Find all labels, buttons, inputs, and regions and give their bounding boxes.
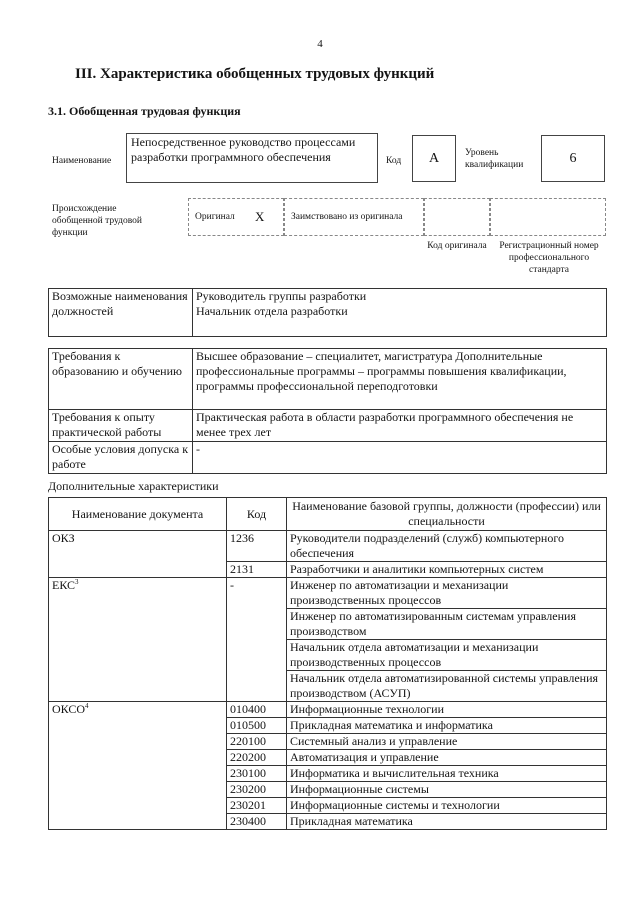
col-header-document: Наименование документа: [49, 498, 227, 531]
origin-label: Происхождение обобщенной трудовой функции: [52, 204, 142, 238]
original-label: Оригинал: [195, 212, 235, 222]
name-cell: Прикладная математика: [287, 814, 607, 830]
name-label: Наименование: [52, 156, 112, 166]
table-row: [49, 578, 607, 609]
name-cell: Информационные системы и технологии: [287, 798, 607, 814]
doc-eks: [49, 578, 227, 702]
code-cell: 1236: [227, 531, 287, 562]
origin-code-caption: Код оригинала: [427, 241, 487, 251]
education-value: Высшее образование – специалитет, магистратура Дополнительные профессиональные программы – программы повышения квалификации, программы профессиональной переподготовки: [193, 349, 607, 410]
page-number: 4: [317, 38, 323, 50]
name-cell: Начальник отдела автоматизированной системы управления производством (АСУП): [287, 671, 607, 702]
additional-table: [48, 497, 607, 830]
experience-value: Практическая работа в области разработки программного обеспечения не менее трех лет: [193, 410, 607, 442]
doc-okz: ОКЗ: [49, 531, 227, 578]
requirements-table: [48, 348, 607, 474]
name-cell: Информационные технологии: [287, 702, 607, 718]
position-item: Руководитель группы разработки: [196, 289, 367, 303]
origin-borrowed-box: [284, 198, 424, 236]
education-label: Требования к образованию и обучению: [49, 349, 193, 410]
name-cell: Информатика и вычислительная техника: [287, 766, 607, 782]
origin-reg-box: [490, 198, 606, 236]
name-cell: Автоматизация и управление: [287, 750, 607, 766]
code-value: А: [428, 150, 440, 166]
requirements-row: [49, 442, 607, 474]
code-cell: 230201: [227, 798, 287, 814]
positions-label: Возможные наименования должностей: [49, 289, 193, 337]
borrowed-label: Заимствовано из оригинала: [291, 212, 403, 222]
special-conditions-label: Особые условия допуска к работе: [49, 442, 193, 474]
origin-reg-caption: Регистрационный номер профессионального стандарта: [499, 241, 599, 275]
experience-label: Требования к опыту практической работы: [49, 410, 193, 442]
name-cell: Системный анализ и управление: [287, 734, 607, 750]
origin-code-box: [424, 198, 490, 236]
name-cell: Руководители подразделений (служб) компьютерного обеспечения: [287, 531, 607, 562]
code-cell: 220200: [227, 750, 287, 766]
name-cell: Начальник отдела автоматизации и механизации производственных процессов: [287, 640, 607, 671]
name-cell: Инженер по автоматизации и механизации производственных процессов: [287, 578, 607, 609]
footnote-mark: 3: [75, 578, 79, 586]
col-header-code: Код: [227, 498, 287, 531]
name-value: Непосредственное руководство процессами разработки программного обеспечения: [131, 135, 356, 164]
code-cell: 2131: [227, 562, 287, 578]
doc-okso: [49, 702, 227, 830]
additional-header-row: [49, 498, 607, 531]
level-label: Уровень квалификации: [465, 148, 524, 170]
subsection-title: 3.1. Обобщенная трудовая функция: [48, 104, 241, 118]
doc-okso-label: ОКСО: [52, 702, 86, 716]
positions-values: [193, 289, 607, 337]
code-cell: 010400: [227, 702, 287, 718]
name-cell: Разработчики и аналитики компьютерных систем: [287, 562, 607, 578]
code-cell: 230100: [227, 766, 287, 782]
level-box: [541, 135, 605, 182]
section-title: III. Характеристика обобщенных трудовых функций: [75, 66, 435, 82]
table-row: [49, 531, 607, 562]
code-cell: 010500: [227, 718, 287, 734]
doc-eks-label: ЕКС: [52, 578, 76, 592]
positions-row: [49, 289, 607, 337]
footnote-mark: 4: [85, 702, 89, 710]
name-cell: Инженер по автоматизированным системам управления производством: [287, 609, 607, 640]
requirements-row: [49, 410, 607, 442]
code-cell: 220100: [227, 734, 287, 750]
original-mark: X: [255, 209, 265, 224]
name-cell: Информационные системы: [287, 782, 607, 798]
positions-table: [48, 288, 607, 337]
requirements-row: [49, 349, 607, 410]
special-conditions-value: -: [193, 442, 607, 474]
code-cell: 230400: [227, 814, 287, 830]
level-value: 6: [569, 150, 577, 166]
code-label: Код: [386, 156, 402, 166]
code-box: [412, 135, 456, 182]
code-cell: 230200: [227, 782, 287, 798]
additional-title: Дополнительные характеристики: [48, 479, 219, 493]
code-cell: -: [227, 578, 287, 702]
col-header-name: Наименование базовой группы, должности (профессии) или специальности: [287, 498, 607, 531]
name-box: [126, 133, 378, 183]
table-row: [49, 702, 607, 718]
position-item: Начальник отдела разработки: [196, 304, 348, 318]
name-cell: Прикладная математика и информатика: [287, 718, 607, 734]
origin-original-box: [188, 198, 284, 236]
